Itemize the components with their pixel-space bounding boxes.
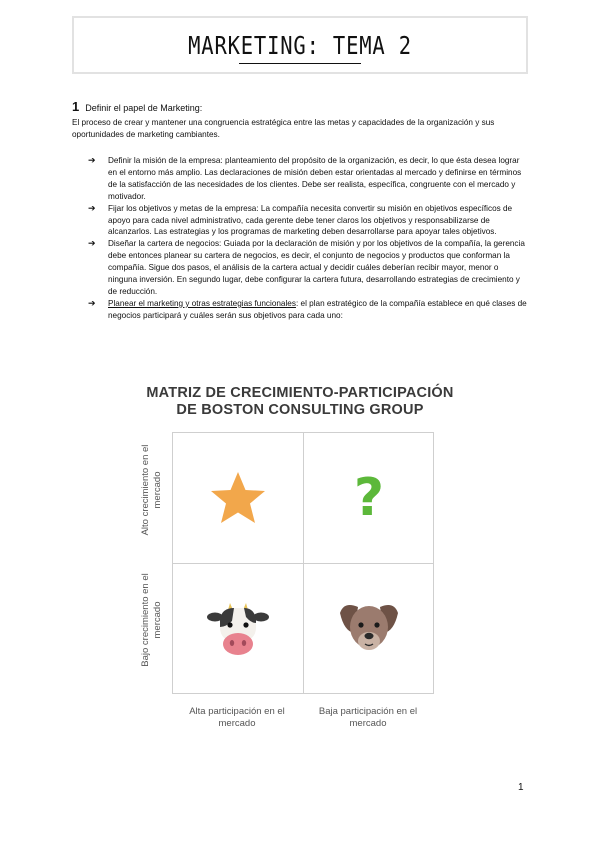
cell-question [304,433,434,563]
matrix-title-line1: MATRIZ DE CRECIMIENTO-PARTICIPACIÓN [146,385,454,401]
list-item [88,203,528,239]
arrow-icon: ➔ [88,155,96,165]
list-item [88,155,528,203]
page-title: MARKETING: TEMA 2 [188,31,412,60]
bullet-text: Definir la misión de la empresa: planteamiento del propósito de la organización, es decir, lo que ésta desea lograr en el entorno más amplio. Las declaraciones de misión deben estar orientadas al mercado y definirse en términos de la satisfacción de las necesidades de los clientes. Debe ser realista, específica, congruente con el mercado y motivador. [108,156,522,201]
bcg-matrix-grid [172,432,434,694]
arrow-icon: ➔ [88,297,96,308]
title-box [72,16,528,74]
cell-cow [173,564,303,694]
list-item [88,238,528,298]
matrix-title [120,385,480,419]
bullet-text: Fijar los objetivos y metas de la empresa: La compañía necesita convertir su misión en objetivos específicos de apoyo para cada nivel administrativo, cada gerente debe tener claros los objetivos y responsabilizarse de alcanzarlos. Las estrategias y los programas de marketing deben desarrollarse para apoyar tales objetivos. [108,203,513,237]
title-underline [239,63,361,64]
section-number: 1 [72,99,80,114]
star-icon [209,470,267,526]
arrow-icon: ➔ [88,202,96,213]
matrix-title-line2: DE BOSTON CONSULTING GROUP [176,402,424,418]
cow-icon [206,597,270,661]
section-heading [72,99,202,114]
bullet-lead-underlined: Planear el marketing y otras estrategias funcionales [108,298,296,308]
x-label-high-share: Alta participación en el mercado [189,706,285,729]
cell-dog [304,564,434,694]
question-mark-icon: ? [353,468,385,528]
section-heading-text: Definir el papel de Marketing: [85,103,203,113]
y-label-high-growth: Alto crecimiento en el mercado [140,444,163,536]
list-item [88,298,528,322]
dog-icon [336,599,402,659]
arrow-icon: ➔ [88,238,96,249]
cell-star [173,433,303,563]
bullet-text: : el plan estratégico de la compañía establece en qué clases de negocios participará y cuáles serán sus objetivos para cada uno: [108,298,527,320]
intro-paragraph: El proceso de crear y mantener una congruencia estratégica entre las metas y capacidades de la organización y sus oportunidades de marketing cambiantes. [72,118,495,139]
bullet-list [88,155,528,322]
page-number: 1 [518,782,524,793]
bullet-text: Diseñar la cartera de negocios: Guiada por la declaración de misión y por los objetivos de la compañía, la gerencia debe entonces planear su cartera de negocios, es decir, el conjunto de negocios y productos que conforman la compañía. Sigue dos pasos, el análisis de la cartera actual y decidir cuáles deberían recibir mayor, menor o ninguna inversión. En segundo lugar, debe configurar la cartera futura, desarrollando estrategias de crecimiento y de reducción. [108,239,525,296]
x-label-low-share: Baja participación en el mercado [318,706,418,729]
y-label-low-growth: Bajo crecimiento en el mercado [140,573,163,667]
